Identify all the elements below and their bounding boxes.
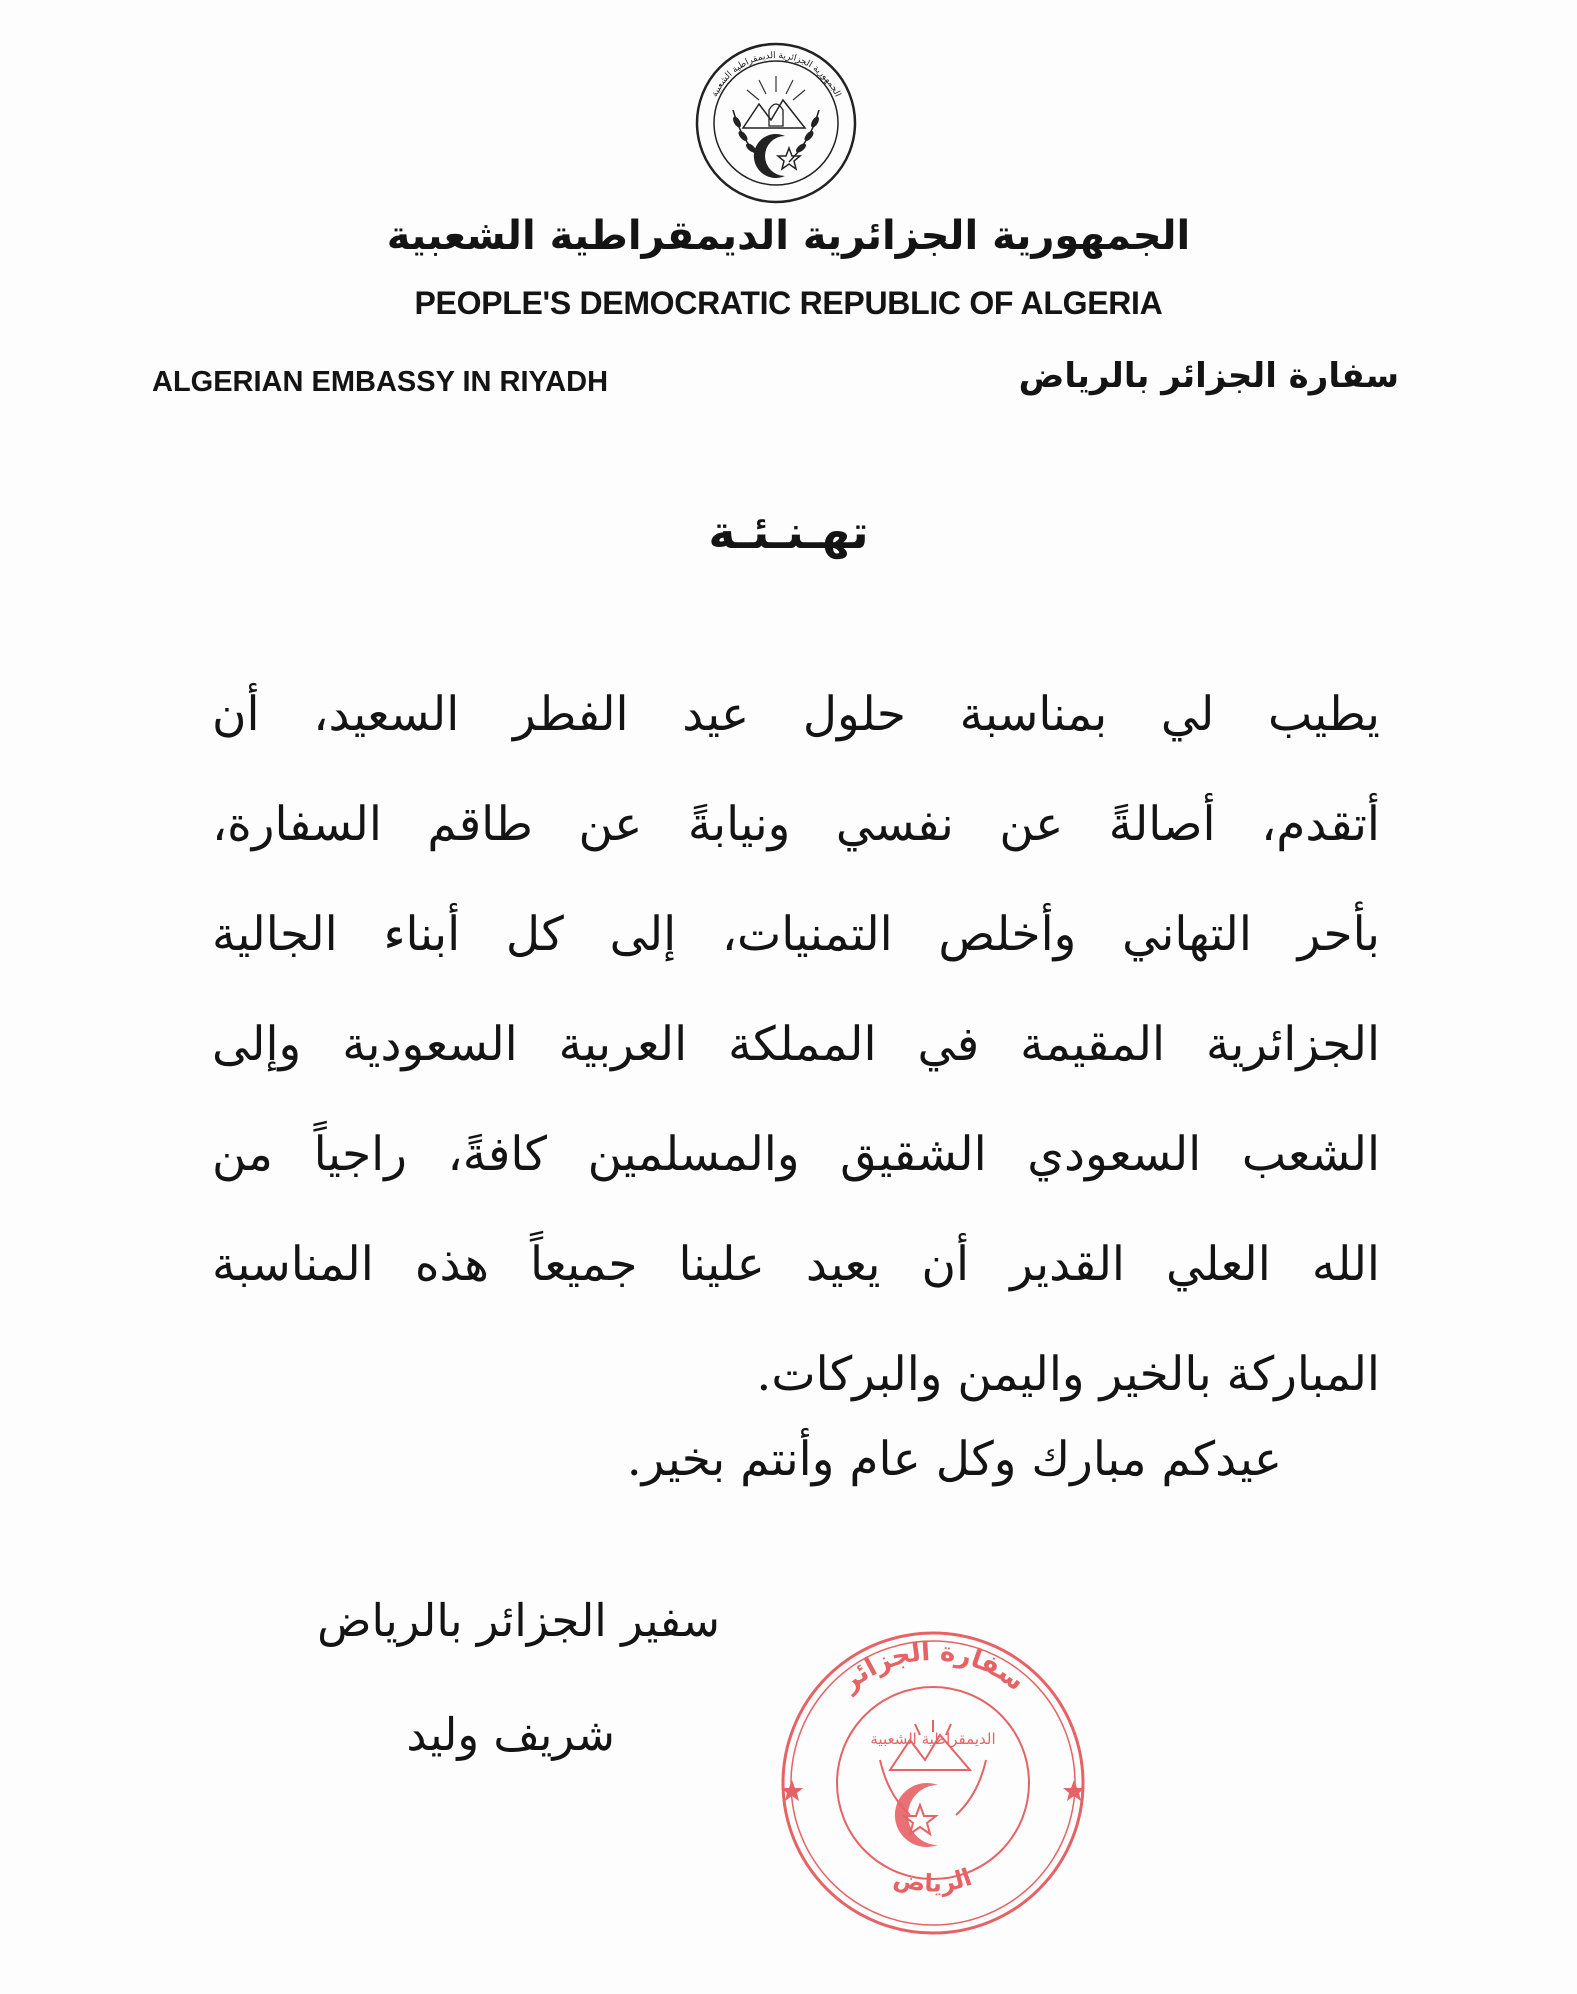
stamp-bottom-text: الرياض [891,1863,976,1899]
document-title: تهـنـئـة [708,505,869,559]
stamp-star-icon [781,1780,1085,1801]
body-line: يطيب لي بمناسبة حلول عيد الفطر السعيد، أن [212,687,1380,742]
country-name-english: PEOPLE'S DEMOCRATIC REPUBLIC OF ALGERIA [414,285,1163,321]
country-name-arabic: الجمهورية الجزائرية الديمقراطية الشعبية [386,213,1191,259]
body-line: الله العلي القدير أن يعيد علينا جميعاً هذه المناسبة [212,1237,1380,1292]
embassy-name-english: ALGERIAN EMBASSY IN RIYADH [152,366,609,398]
stamp-middle-text: الديمقراطية الشعبية [870,1730,996,1748]
closing-greeting: عيدكم مبارك وكل عام وأنتم بخير. [626,1432,1282,1487]
stamp-top-text: سفارة الجزائر [835,1636,1030,1698]
signatory-title: سفير الجزائر بالرياض [317,1594,720,1647]
body-line: الشعب السعودي الشقيق والمسلمين كافةً، راجياً من [212,1127,1380,1182]
letter-body [212,660,1380,1430]
signatory-name: شريف وليد [406,1708,615,1761]
body-line: أتقدم، أصالةً عن نفسي ونيابةً عن طاقم السفارة، [212,797,1380,852]
embassy-name-arabic: سفارة الجزائر بالرياض [1018,356,1399,396]
body-line: الجزائرية المقيمة في المملكة العربية السعودية وإلى [212,1017,1380,1072]
body-line: المباركة بالخير واليمن والبركات. [756,1347,1380,1402]
body-line: بأحر التهاني وأخلص التمنيات، إلى كل أبناء الجالية [212,907,1380,962]
embassy-stamp [770,1620,1096,1946]
emblem-ring-text: الجمهورية الجزائرية الديمقراطية الشعبية [709,50,843,99]
algeria-emblem-icon [693,40,859,206]
